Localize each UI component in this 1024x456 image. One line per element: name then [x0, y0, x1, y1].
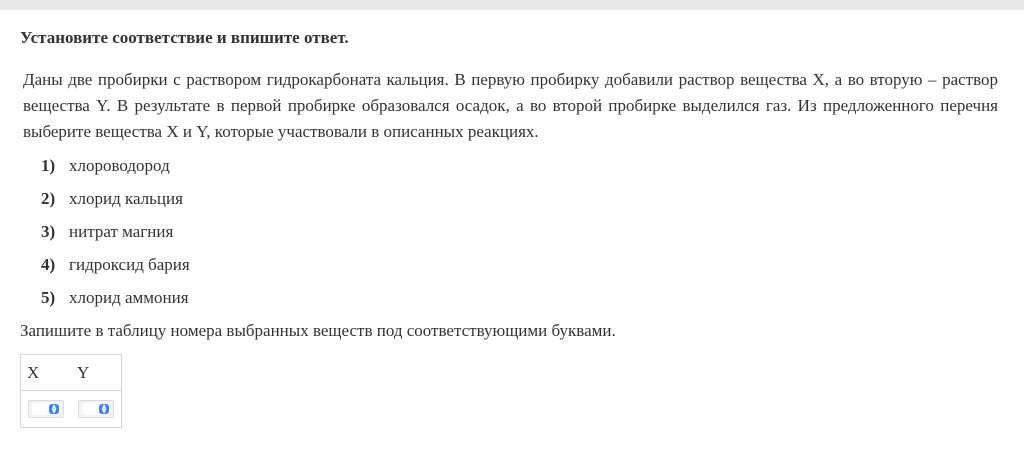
question-text: Даны две пробирки с раствором гидрокарбоната кальция. В первую пробирку добавили раствор вещества X, а во вторую – раствор вещества Y. В результате в первой пробирке образовался осадок, а во второй пробирке выделился газ. Из предложенного перечня выберите вещества X и Y, которые участвовали в описанных реакциях.	[23, 70, 998, 141]
option-text: хлороводород	[69, 156, 170, 175]
option-number: 2)	[41, 189, 56, 208]
instruction-text: Запишите в таблицу номера выбранных веществ под соответствующими буквами.	[20, 321, 616, 340]
option-text: нитрат магния	[69, 222, 174, 241]
task-header: Установите соответствие и впишите ответ.	[20, 28, 349, 47]
option-text: хлорид кальция	[69, 189, 183, 208]
option-number: 3)	[41, 222, 56, 241]
option-item	[41, 153, 190, 186]
answer-table-header	[21, 355, 121, 391]
option-item	[41, 219, 190, 252]
select-arrows-icon: ▲ ▼	[99, 404, 109, 414]
option-item	[41, 252, 190, 285]
select-arrows-icon: ▲ ▼	[49, 404, 59, 414]
option-text: гидроксид бария	[69, 255, 190, 274]
top-bar	[0, 0, 1024, 10]
column-y-label: Y	[77, 363, 90, 382]
option-number: 5)	[41, 288, 56, 307]
answer-select-y[interactable]	[78, 400, 114, 418]
option-number: 1)	[41, 156, 56, 175]
options-list	[41, 153, 190, 318]
column-x-label: X	[27, 363, 40, 382]
answer-table	[20, 354, 122, 428]
answer-table-row	[21, 391, 121, 428]
option-text: хлорид аммония	[69, 288, 189, 307]
option-item	[41, 285, 190, 318]
option-number: 4)	[41, 255, 56, 274]
answer-select-x[interactable]	[28, 400, 64, 418]
option-item	[41, 186, 190, 219]
